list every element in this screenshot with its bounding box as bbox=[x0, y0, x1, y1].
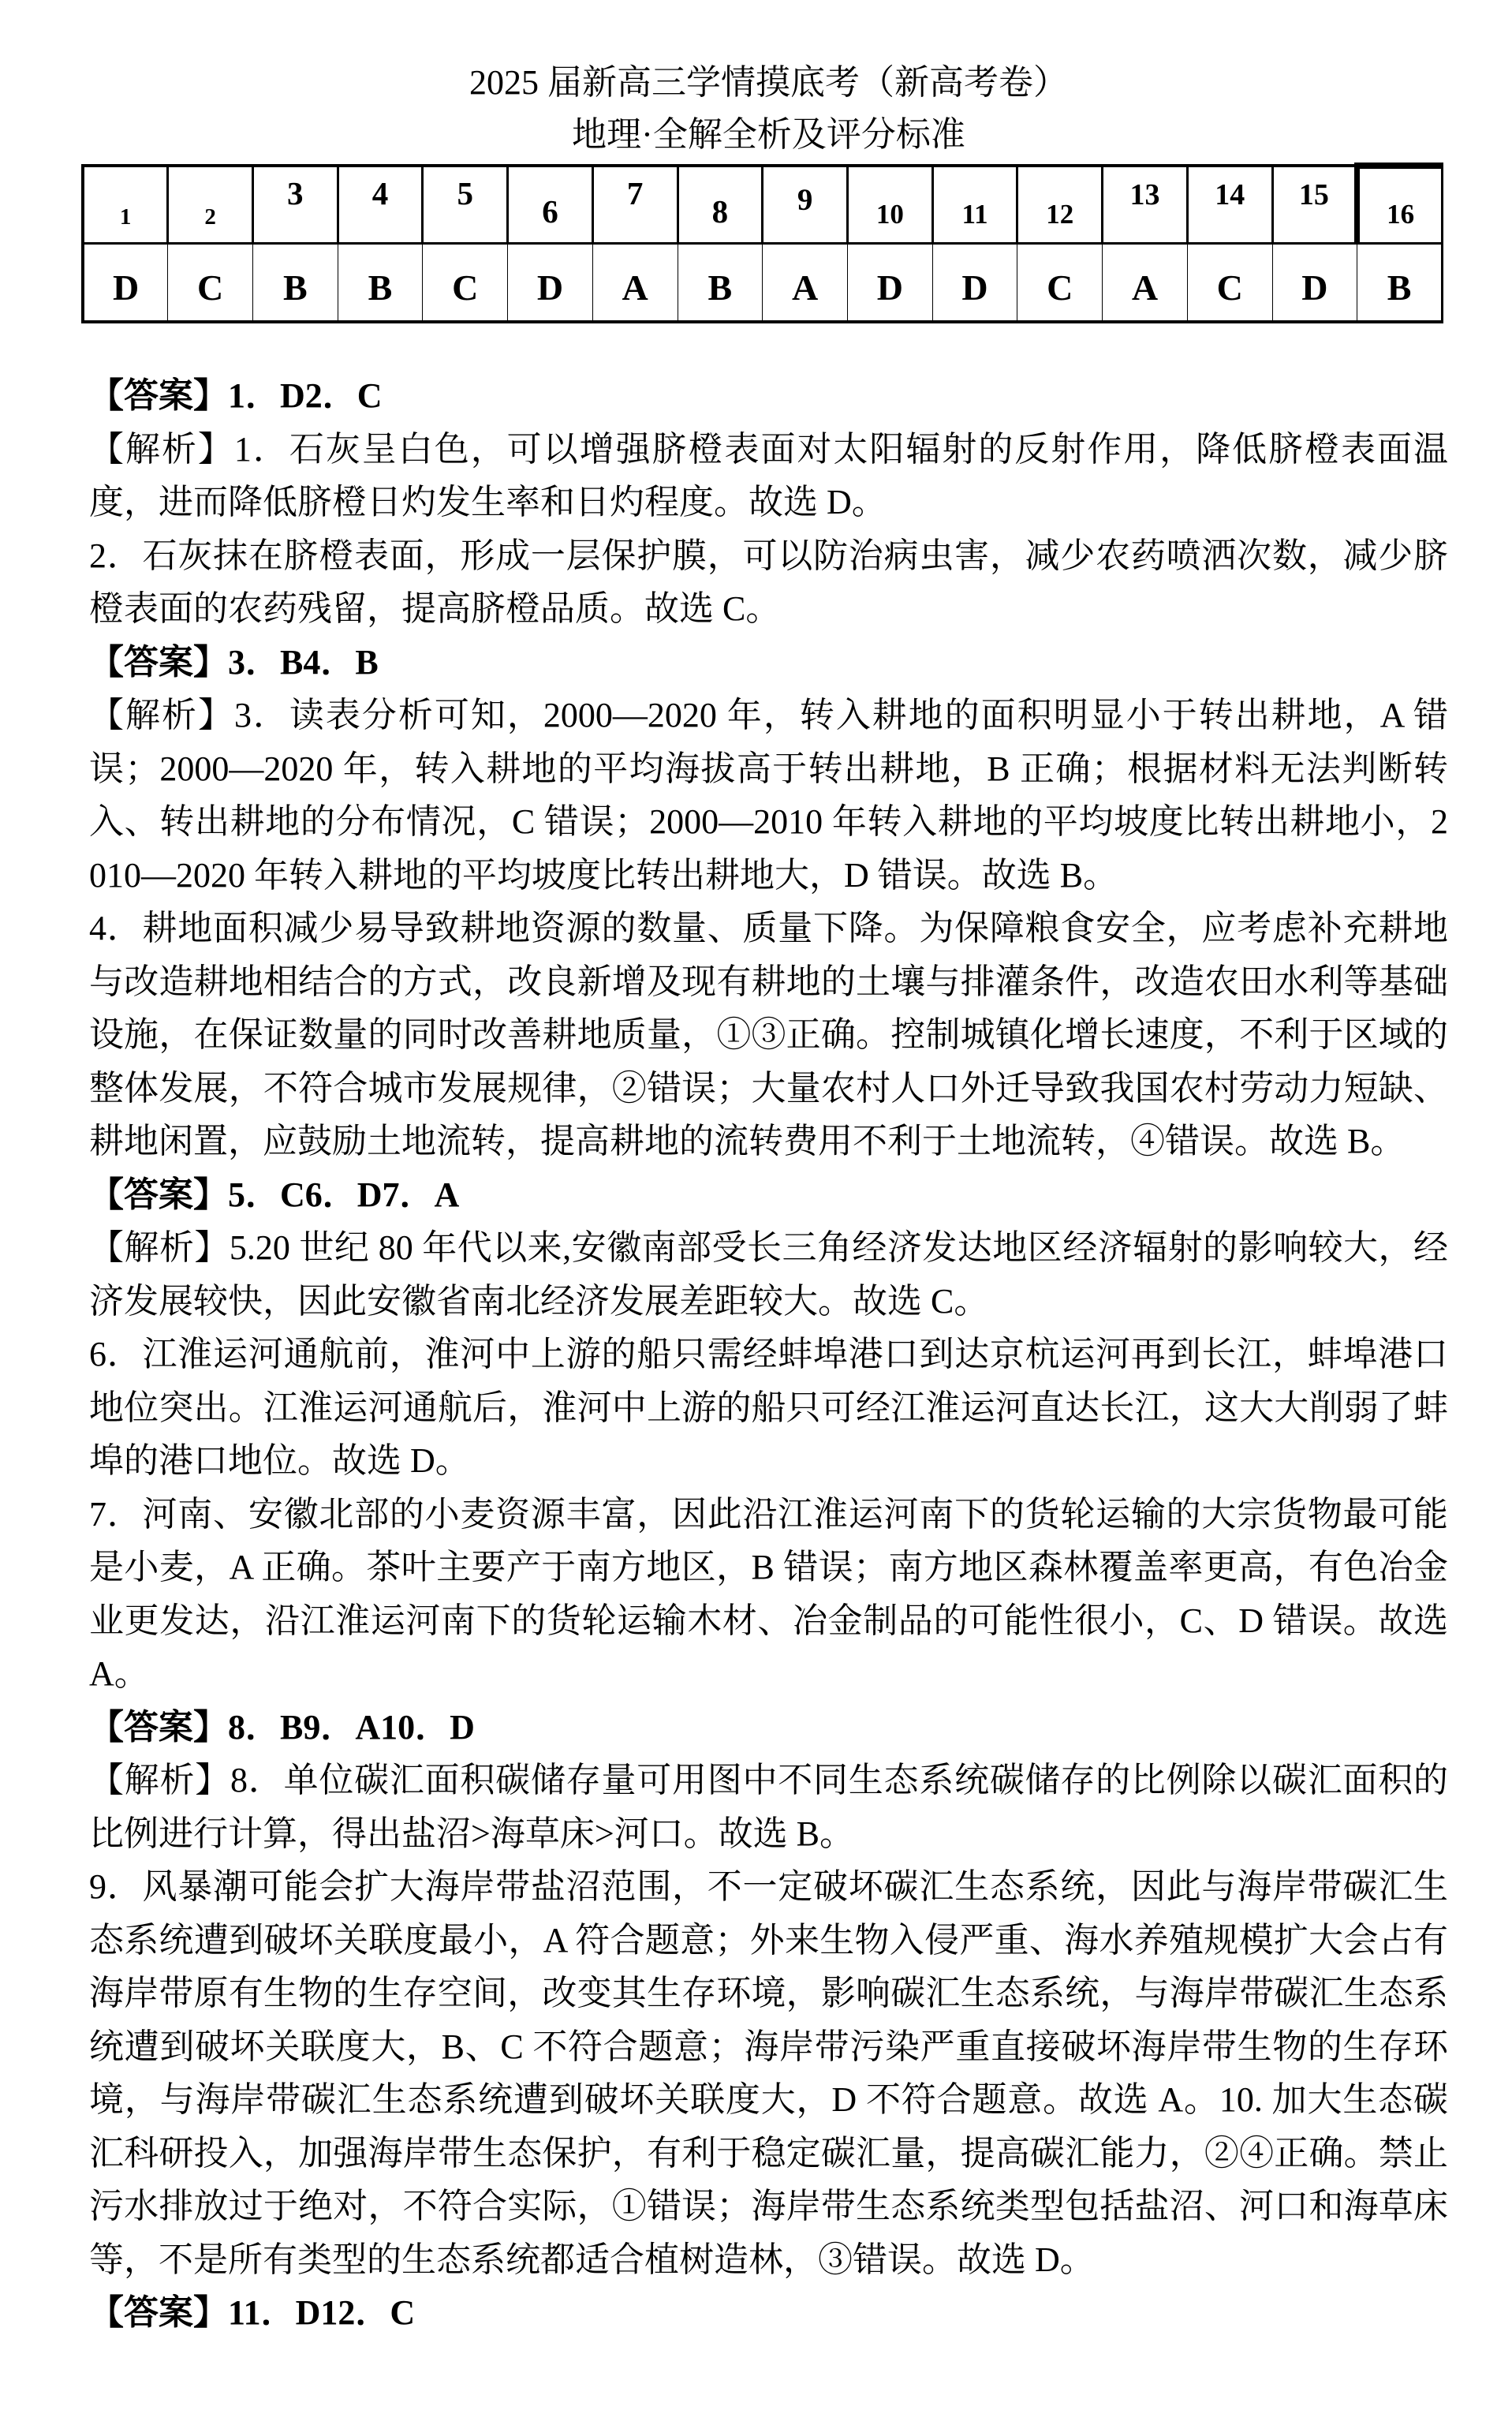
analysis-paragraph: 6．江淮运河通航前，淮河中上游的船只需经蚌埠港口到达京杭运河再到长江，蚌埠港口地位突出。江淮运河通航后，淮河中上游的船只可经江淮运河直达长江，这大大削弱了蚌埠的港口地位。故选 D。 bbox=[89, 1335, 1448, 1480]
question-number-cell: 7 bbox=[592, 166, 678, 243]
analysis-paragraph: 2．石灰抹在脐橙表面，形成一层保护膜，可以防治病虫害，减少农药喷洒次数，减少脐橙表面的农药残留，提高脐橙品质。故选 C。 bbox=[89, 536, 1448, 628]
doc-title: 2025 届新高三学情摸底考（新高考卷） bbox=[469, 63, 1068, 102]
answer-cell: A bbox=[1103, 243, 1188, 322]
question-number-cell: 4 bbox=[338, 166, 423, 243]
question-number-cell: 9 bbox=[763, 166, 848, 243]
question-number-cell: 3 bbox=[252, 166, 338, 243]
question-number-cell: 1 bbox=[83, 166, 168, 243]
answer-cell: D bbox=[847, 243, 932, 322]
doc-subtitle: 地理·全解全析及评分标准 bbox=[572, 115, 965, 154]
answer-line: 【答案】3．B4．B bbox=[89, 642, 379, 682]
answer-line: 【答案】11．D12．C bbox=[89, 2293, 416, 2332]
answer-cell: A bbox=[763, 243, 848, 322]
explanations-section bbox=[89, 369, 1448, 2340]
answer-cell: B bbox=[338, 243, 423, 322]
question-number-cell: 12 bbox=[1017, 166, 1103, 243]
answer-cell: C bbox=[168, 243, 253, 322]
answer-cell: B bbox=[1357, 243, 1443, 322]
answer-line: 【答案】1．D2．C bbox=[89, 376, 383, 415]
analysis-paragraph: 9．风暴潮可能会扩大海岸带盐沼范围，不一定破坏碳汇生态系统，因此与海岸带碳汇生态系统遭到破坏关联度最小，A 符合题意；外来生物入侵严重、海水养殖规模扩大会占有海岸带原有生物的生存空间，改变其生存环境，影响碳汇生态系统，与海岸带碳汇生态系统遭到破坏关联度大，B、C 不符合题意；海岸带污染严重直接破坏海岸带生物的生存环境，与海岸带碳汇生态系统遭到破坏关联度大，D 不符合题意。故选 A。10. 加大生态碳汇科研投入，加强海岸带生态保护，有利于稳定碳汇量，提高碳汇能力，②④正确。禁止污水排放过于绝对，不符合实际，①错误；海岸带生态系统类型包括盐沼、河口和海草床等，不是所有类型的生态系统都适合植树造林，③错误。故选 D。 bbox=[89, 1867, 1448, 2279]
answer-cell: C bbox=[1187, 243, 1272, 322]
answer-cell: C bbox=[1017, 243, 1103, 322]
question-number-row bbox=[83, 166, 1443, 243]
answer-cell: B bbox=[252, 243, 338, 322]
answer-cell: B bbox=[678, 243, 763, 322]
question-number-cell: 13 bbox=[1103, 166, 1188, 243]
answer-cell: D bbox=[1272, 243, 1357, 322]
analysis-paragraph: 【解析】1．石灰呈白色，可以增强脐橙表面对太阳辐射的反射作用，降低脐橙表面温度，进而降低脐橙日灼发生率和日灼程度。故选 D。 bbox=[89, 429, 1448, 521]
document-header bbox=[89, 0, 1448, 161]
question-number-cell: 14 bbox=[1187, 166, 1272, 243]
analysis-paragraph: 7．河南、安徽北部的小麦资源丰富，因此沿江淮运河南下的货轮运输的大宗货物最可能是小麦，A 正确。茶叶主要产于南方地区，B 错误；南方地区森林覆盖率更高，有色冶金业更发达，沿江淮运河南下的货轮运输木材、冶金制品的可能性很小，C、D 错误。故选 A。 bbox=[89, 1494, 1448, 1693]
answer-line: 【答案】5．C6．D7．A bbox=[89, 1175, 460, 1214]
question-number-cell: 5 bbox=[423, 166, 508, 243]
analysis-paragraph: 【解析】8．单位碳汇面积碳储存量可用图中不同生态系统碳储存的比例除以碳汇面积的比例进行计算，得出盐沼>海草床>河口。故选 B。 bbox=[89, 1761, 1448, 1853]
answer-cell: A bbox=[592, 243, 678, 322]
question-number-cell: 10 bbox=[847, 166, 932, 243]
analysis-paragraph: 4．耕地面积减少易导致耕地资源的数量、质量下降。为保障粮食安全，应考虑补充耕地与改造耕地相结合的方式，改良新增及现有耕地的土壤与排灌条件，改造农田水利等基础设施，在保证数量的同时改善耕地质量，①③正确。控制城镇化增长速度，不利于区域的整体发展，不符合城市发展规律，②错误；大量农村人口外迁导致我国农村劳动力短缺、耕地闲置，应鼓励土地流转，提高耕地的流转费用不利于土地流转，④错误。故选 B。 bbox=[89, 909, 1448, 1160]
answer-cell: D bbox=[83, 243, 168, 322]
question-number-cell: 16 bbox=[1357, 166, 1443, 243]
analysis-paragraph: 【解析】5.20 世纪 80 年代以来,安徽南部受长三角经济发达地区经济辐射的影响较大，经济发展较快，因此安徽省南北经济发展差距较大。故选 C。 bbox=[89, 1228, 1448, 1321]
document-page bbox=[89, 0, 1448, 2340]
question-number-cell: 2 bbox=[168, 166, 253, 243]
answer-line: 【答案】8．B9．A10．D bbox=[89, 1707, 475, 1747]
answer-key-table bbox=[81, 163, 1443, 323]
answer-cell: C bbox=[423, 243, 508, 322]
answer-letter-row bbox=[83, 243, 1443, 322]
question-number-cell: 8 bbox=[678, 166, 763, 243]
question-number-cell: 11 bbox=[932, 166, 1017, 243]
analysis-paragraph: 【解析】3．读表分析可知，2000—2020 年，转入耕地的面积明显小于转出耕地，A 错误；2000—2020 年，转入耕地的平均海拔高于转出耕地，B 正确；根据材料无法判断转入、转出耕地的分布情况，C 错误；2000—2010 年转入耕地的平均坡度比转出耕地小，2010—2020 年转入耕地的平均坡度比转出耕地大，D 错误。故选 B。 bbox=[89, 696, 1448, 895]
answer-cell: D bbox=[508, 243, 593, 322]
answer-cell: D bbox=[932, 243, 1017, 322]
question-number-cell: 15 bbox=[1272, 166, 1357, 243]
question-number-cell: 6 bbox=[508, 166, 593, 243]
